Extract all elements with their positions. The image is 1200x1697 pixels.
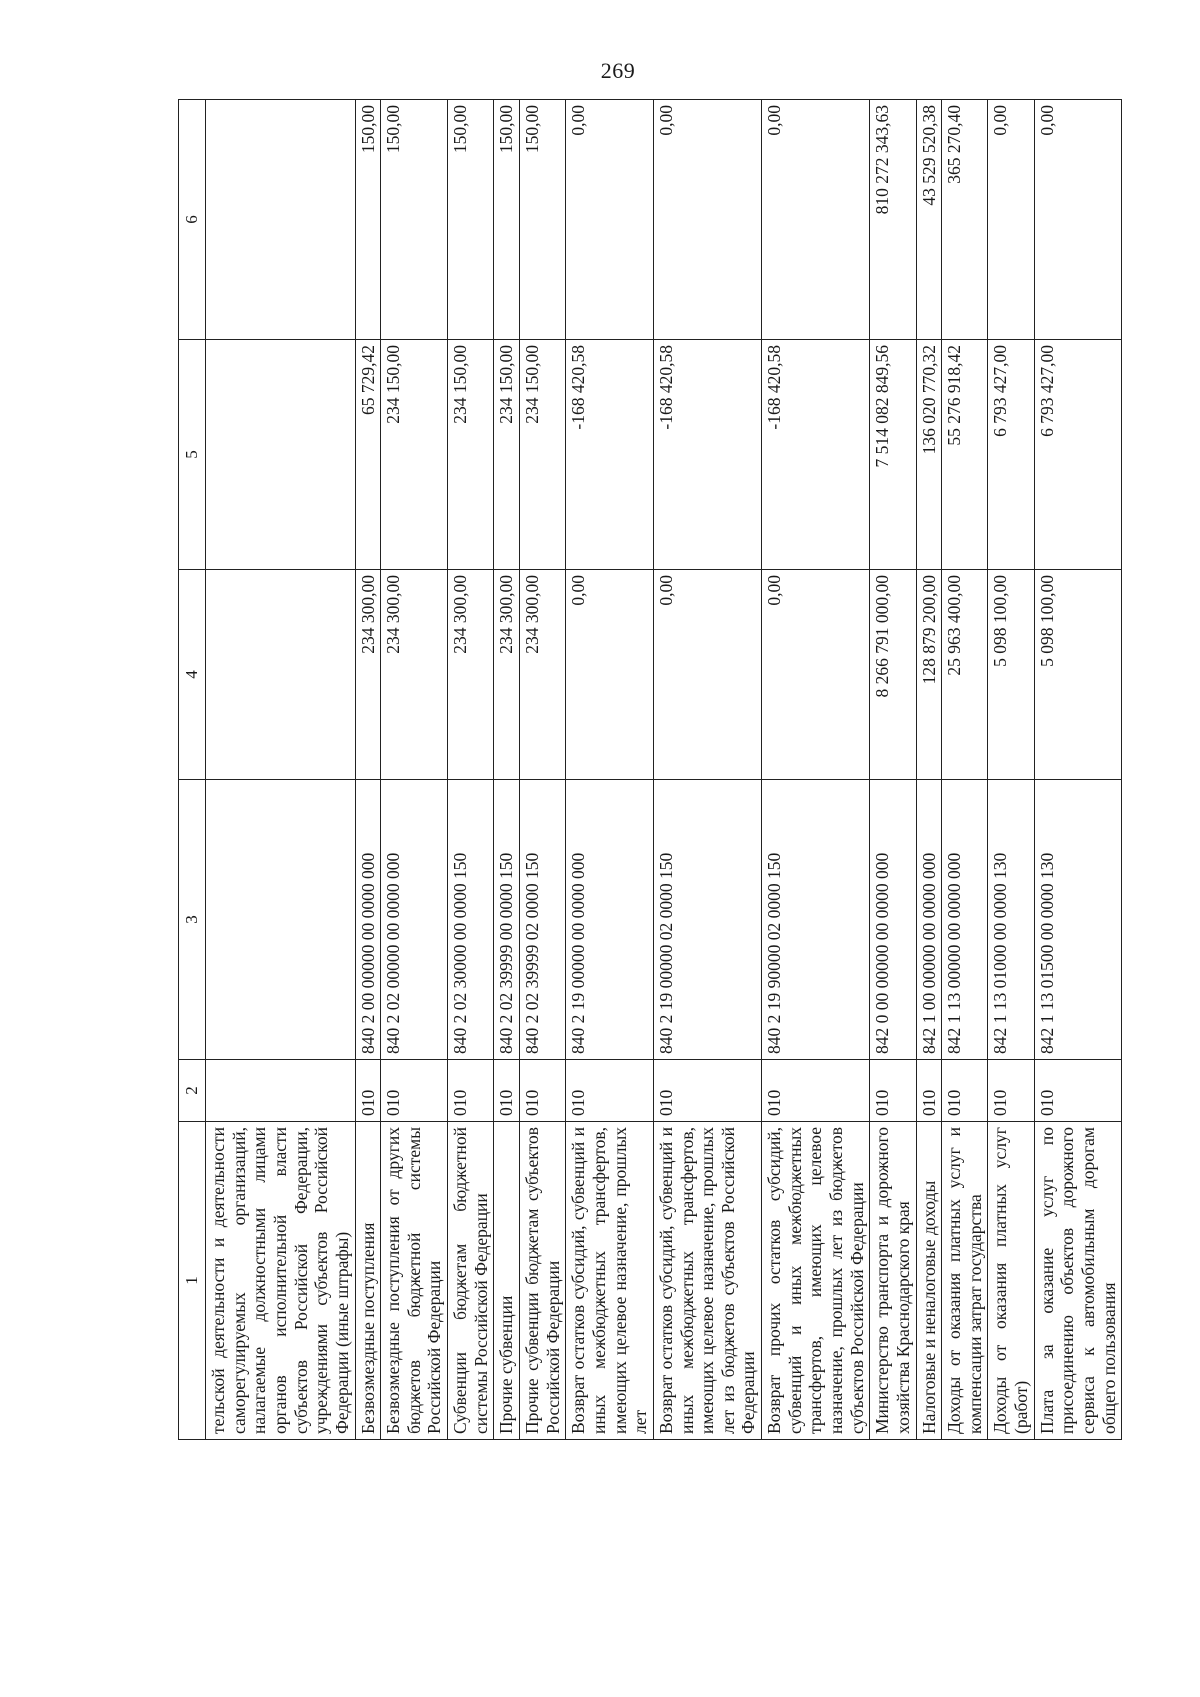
row-deviation-cell: 43 529 520,38 bbox=[916, 100, 942, 340]
row-plan-cell: 0,00 bbox=[762, 570, 870, 780]
row-deviation-cell: 0,00 bbox=[988, 100, 1034, 340]
table-row bbox=[494, 100, 520, 1440]
row-name-cell: Возврат остатков субсидий, субвенций и иных межбюджетных трансфертов, имеющих целевое назначение, прошлых лет bbox=[566, 1122, 654, 1440]
row-fact-cell: 6 793 427,00 bbox=[1034, 340, 1122, 570]
header-col-6: 6 bbox=[179, 100, 206, 340]
table-row bbox=[762, 100, 870, 1440]
row-plan-cell: 234 300,00 bbox=[448, 570, 494, 780]
table-row bbox=[206, 100, 355, 1440]
table-row bbox=[566, 100, 654, 1440]
row-code-cell: 010 bbox=[494, 1060, 520, 1122]
row-name-cell: Субвенции бюджетам бюджетной системы Российской Федерации bbox=[448, 1122, 494, 1440]
row-kbk-cell: 842 1 13 00000 00 0000 000 bbox=[942, 780, 988, 1060]
row-plan-cell: 234 300,00 bbox=[381, 570, 448, 780]
table-row bbox=[942, 100, 988, 1440]
row-code-cell: 010 bbox=[916, 1060, 942, 1122]
header-col-1: 1 bbox=[179, 1122, 206, 1440]
row-deviation-cell: 150,00 bbox=[520, 100, 566, 340]
table-row bbox=[381, 100, 448, 1440]
table-row bbox=[520, 100, 566, 1440]
table-row bbox=[988, 100, 1034, 1440]
row-code-cell: 010 bbox=[448, 1060, 494, 1122]
page-number: 269 bbox=[600, 58, 636, 83]
row-kbk-cell: 840 2 19 00000 02 0000 150 bbox=[653, 780, 761, 1060]
row-kbk-cell: 840 2 02 30000 00 0000 150 bbox=[448, 780, 494, 1060]
row-fact-cell: 136 020 770,32 bbox=[916, 340, 942, 570]
row-plan-cell: 234 300,00 bbox=[520, 570, 566, 780]
row-kbk-cell: 840 2 02 39999 00 0000 150 bbox=[494, 780, 520, 1060]
row-name-cell: Доходы от оказания платных услуг и компенсации затрат государства bbox=[942, 1122, 988, 1440]
table-row bbox=[355, 100, 381, 1440]
row-plan-cell: 8 266 791 000,00 bbox=[870, 570, 916, 780]
row-fact-cell: 234 150,00 bbox=[520, 340, 566, 570]
table-row bbox=[448, 100, 494, 1440]
row-name-cell: Безвозмездные поступления от других бюджетов бюджетной системы Российской Федерации bbox=[381, 1122, 448, 1440]
row-kbk-cell: 842 1 00 00000 00 0000 000 bbox=[916, 780, 942, 1060]
row-kbk-cell: 842 1 13 01000 00 0000 130 bbox=[988, 780, 1034, 1060]
row-kbk-cell: 840 2 19 90000 02 0000 150 bbox=[762, 780, 870, 1060]
row-name-cell: Прочие субвенции бюджетам субъектов Российской Федерации bbox=[520, 1122, 566, 1440]
row-name-cell: Налоговые и неналоговые доходы bbox=[916, 1122, 942, 1440]
row-code-cell: 010 bbox=[1034, 1060, 1122, 1122]
row-code-cell: 010 bbox=[942, 1060, 988, 1122]
row-fact-cell: 234 150,00 bbox=[448, 340, 494, 570]
rotated-table-container bbox=[178, 100, 1119, 1440]
row-fact-cell: 7 514 082 849,56 bbox=[870, 340, 916, 570]
row-fact-cell: -168 420,58 bbox=[566, 340, 654, 570]
budget-table bbox=[178, 99, 1122, 1440]
row-code-cell: 010 bbox=[870, 1060, 916, 1122]
row-deviation-cell: 150,00 bbox=[494, 100, 520, 340]
header-col-3: 3 bbox=[179, 780, 206, 1060]
row-code-cell: 010 bbox=[653, 1060, 761, 1122]
row-plan-cell: 234 300,00 bbox=[355, 570, 381, 780]
table-row bbox=[916, 100, 942, 1440]
row-deviation-cell: 0,00 bbox=[762, 100, 870, 340]
row-code-cell: 010 bbox=[520, 1060, 566, 1122]
row-code-cell: 010 bbox=[762, 1060, 870, 1122]
row-kbk-cell: 842 0 00 00000 00 0000 000 bbox=[870, 780, 916, 1060]
row-fact-cell: 65 729,42 bbox=[355, 340, 381, 570]
row-code-cell: 010 bbox=[988, 1060, 1034, 1122]
row-name-cell: Плата за оказание услуг по присоединению объектов дорожного сервиса к автомобильным дорогам общего пользования bbox=[1034, 1122, 1122, 1440]
row-name-cell: Министерство транспорта и дорожного хозяйства Краснодарского края bbox=[870, 1122, 916, 1440]
row-name-cell: Доходы от оказания платных услуг (работ) bbox=[988, 1122, 1034, 1440]
table-row bbox=[1034, 100, 1122, 1440]
header-col-5: 5 bbox=[179, 340, 206, 570]
row-fact-cell bbox=[206, 340, 355, 570]
row-code-cell: 010 bbox=[566, 1060, 654, 1122]
row-kbk-cell: 840 2 19 00000 00 0000 000 bbox=[566, 780, 654, 1060]
row-plan-cell: 5 098 100,00 bbox=[988, 570, 1034, 780]
table-body bbox=[206, 100, 1122, 1440]
row-deviation-cell: 0,00 bbox=[566, 100, 654, 340]
row-deviation-cell: 365 270,40 bbox=[942, 100, 988, 340]
row-plan-cell bbox=[206, 570, 355, 780]
row-kbk-cell: 840 2 02 00000 00 0000 000 bbox=[381, 780, 448, 1060]
table-row bbox=[870, 100, 916, 1440]
row-plan-cell: 234 300,00 bbox=[494, 570, 520, 780]
row-name-cell: Прочие субвенции bbox=[494, 1122, 520, 1440]
row-code-cell: 010 bbox=[355, 1060, 381, 1122]
row-deviation-cell: 150,00 bbox=[381, 100, 448, 340]
row-plan-cell: 0,00 bbox=[653, 570, 761, 780]
row-kbk-cell: 840 2 00 00000 00 0000 000 bbox=[355, 780, 381, 1060]
header-row bbox=[179, 100, 206, 1440]
row-fact-cell: -168 420,58 bbox=[653, 340, 761, 570]
row-name-cell: Безвозмездные поступления bbox=[355, 1122, 381, 1440]
row-fact-cell: 234 150,00 bbox=[381, 340, 448, 570]
row-fact-cell: 234 150,00 bbox=[494, 340, 520, 570]
row-deviation-cell: 810 272 343,63 bbox=[870, 100, 916, 340]
row-deviation-cell: 150,00 bbox=[448, 100, 494, 340]
row-kbk-cell: 840 2 02 39999 02 0000 150 bbox=[520, 780, 566, 1060]
row-plan-cell: 128 879 200,00 bbox=[916, 570, 942, 780]
row-code-cell: 010 bbox=[381, 1060, 448, 1122]
row-name-cell: Возврат остатков субсидий, субвенций и иных межбюджетных трансфертов, имеющих целевое назначение, прошлых лет из бюджетов субъектов Российской Федерации bbox=[653, 1122, 761, 1440]
row-fact-cell: -168 420,58 bbox=[762, 340, 870, 570]
row-deviation-cell: 150,00 bbox=[355, 100, 381, 340]
row-name-cell: Возврат прочих остатков субсидий, субвенций и иных межбюджетных трансфертов, имеющих целевое назначение, прошлых лет из бюджетов субъектов Российской Федерации bbox=[762, 1122, 870, 1440]
row-name-cell: тельской деятельности и деятельности саморегулируемых организаций, налагаемые должностными лицами органов исполнительной власти субъектов Российской Федерации, учреждениями субъектов Российской Федерации (иные штрафы) bbox=[206, 1122, 355, 1440]
row-deviation-cell: 0,00 bbox=[653, 100, 761, 340]
row-plan-cell: 5 098 100,00 bbox=[1034, 570, 1122, 780]
row-deviation-cell: 0,00 bbox=[1034, 100, 1122, 340]
row-plan-cell: 0,00 bbox=[566, 570, 654, 780]
row-deviation-cell bbox=[206, 100, 355, 340]
row-fact-cell: 55 276 918,42 bbox=[942, 340, 988, 570]
table-row bbox=[653, 100, 761, 1440]
header-col-4: 4 bbox=[179, 570, 206, 780]
row-code-cell bbox=[206, 1060, 355, 1122]
row-plan-cell: 25 963 400,00 bbox=[942, 570, 988, 780]
row-kbk-cell bbox=[206, 780, 355, 1060]
row-fact-cell: 6 793 427,00 bbox=[988, 340, 1034, 570]
row-kbk-cell: 842 1 13 01500 00 0000 130 bbox=[1034, 780, 1122, 1060]
header-col-2: 2 bbox=[179, 1060, 206, 1122]
